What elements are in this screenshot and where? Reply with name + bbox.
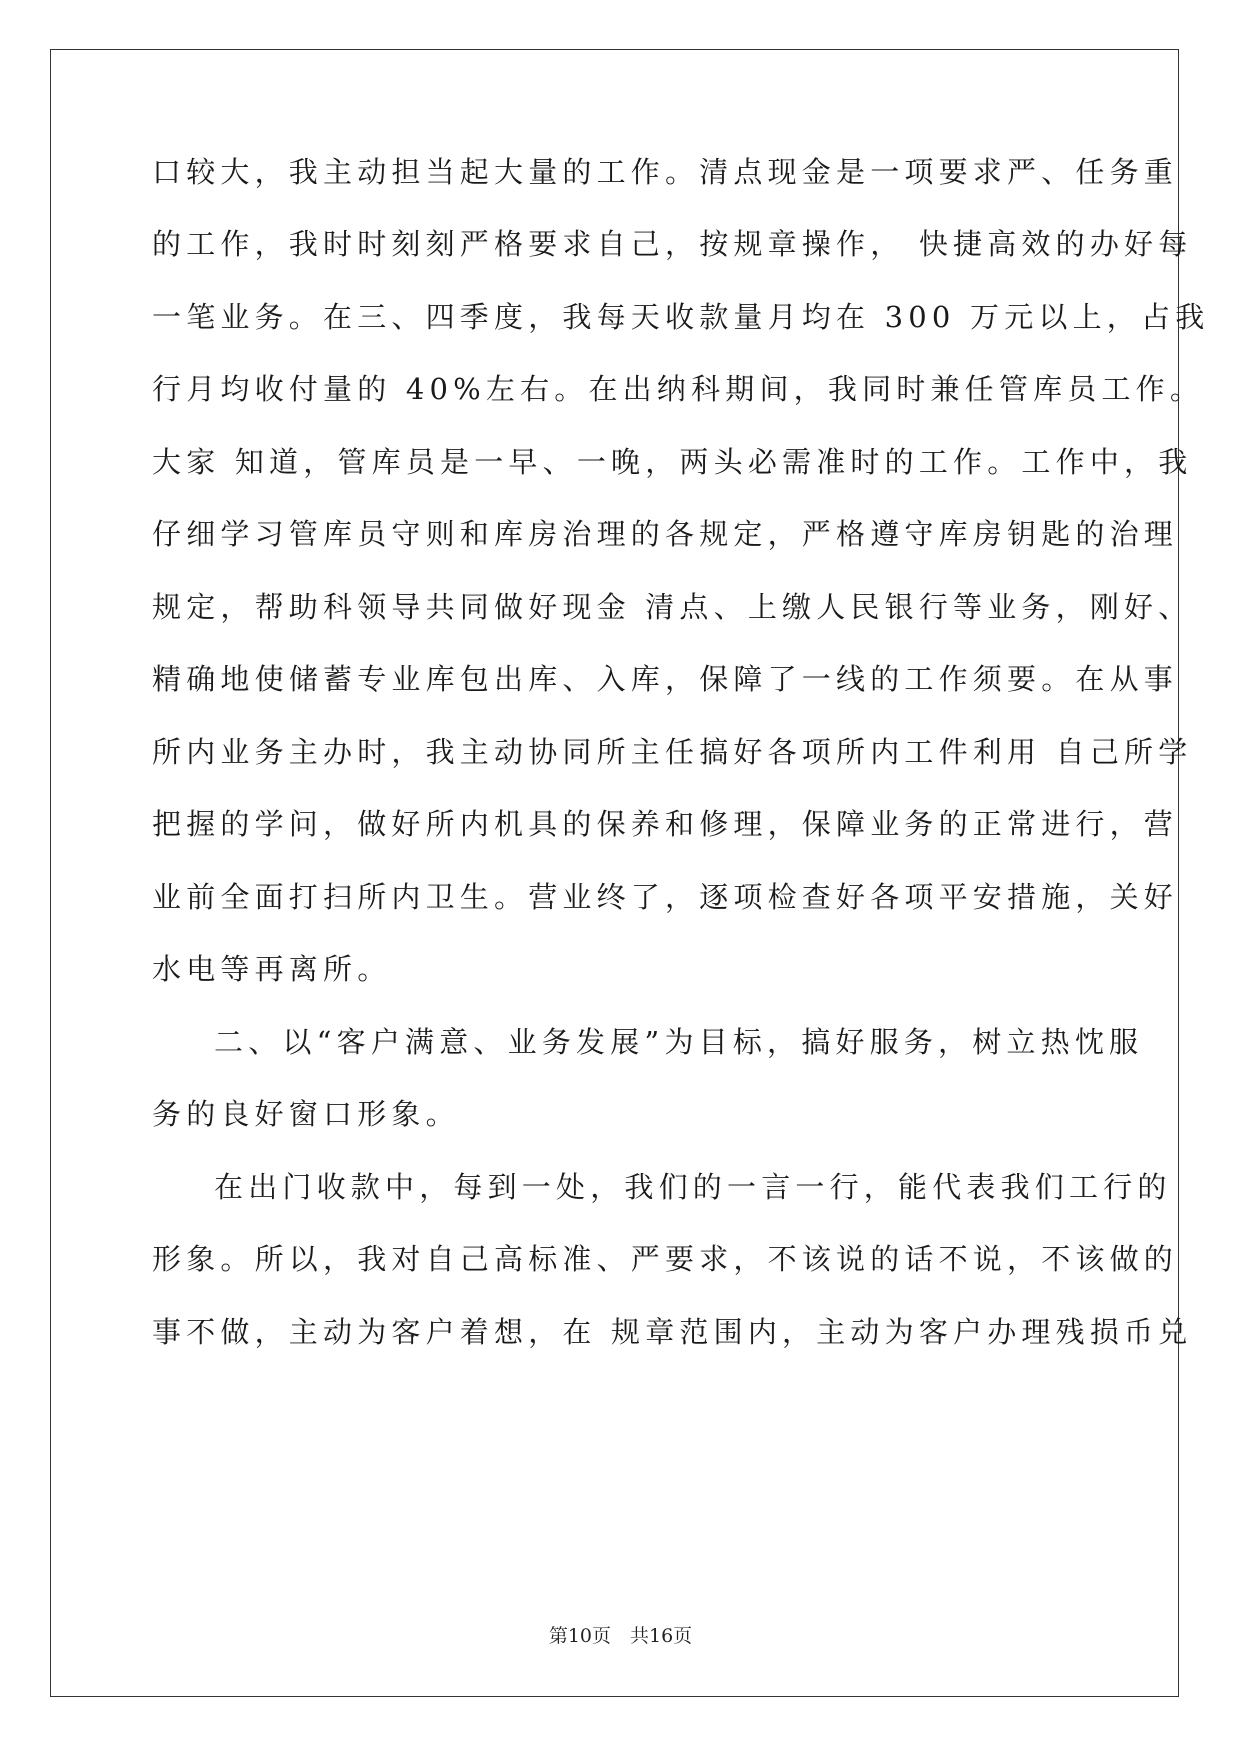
page-number: 第10页 共16页 — [548, 1625, 693, 1647]
text-line: 形象。所以，我对自己高标准、严要求，不该说的话不说，不该做的 — [152, 1242, 1179, 1276]
text-line: 把握的学问，做好所内机具的保养和修理，保障业务的正常进行，营 — [152, 807, 1179, 841]
text-line: 一笔业务。在三、四季度，我每天收款量月均在 300 万元以上，占我 — [152, 300, 1210, 334]
text-line: 仔细学习管库员守则和库房治理的各规定，严格遵守库房钥匙的治理 — [152, 517, 1179, 551]
text-line: 行月均收付量的 40%左右。在出纳科期间，我同时兼任管库员工作。 — [152, 372, 1205, 406]
text-line: 规定，帮助科领导共同做好现金 清点、上缴人民银行等业务，刚好、 — [152, 590, 1193, 624]
text-line: 在出门收款中，每到一处，我们的一言一行，能代表我们工行的 — [214, 1170, 1172, 1204]
text-line: 口较大，我主动担当起大量的工作。清点现金是一项要求严、任务重 — [152, 155, 1179, 189]
text-line: 水电等再离所。 — [152, 952, 392, 986]
text-line: 所内业务主办时，我主动协同所主任搞好各项所内工件利用 自己所学 — [152, 735, 1193, 769]
section-heading-line: 务的良好窗口形象。 — [152, 1097, 460, 1131]
text-line: 精确地使储蓄专业库包出库、入库，保障了一线的工作须要。在从事 — [152, 662, 1179, 696]
text-line: 事不做，主动为客户着想，在 规章范围内，主动为客户办理残损币兑 — [152, 1315, 1193, 1349]
text-line: 业前全面打扫所内卫生。营业终了，逐项检查好各项平安措施，关好 — [152, 880, 1179, 914]
text-line: 的工作，我时时刻刻严格要求自己，按规章操作， 快捷高效的办好每 — [152, 227, 1193, 261]
section-heading-line: 二、以“客户满意、业务发展”为目标，搞好服务，树立热忱服 — [214, 1025, 1144, 1059]
text-line: 大家 知道，管库员是一早、一晚，两头必需准时的工作。工作中，我 — [152, 445, 1193, 479]
